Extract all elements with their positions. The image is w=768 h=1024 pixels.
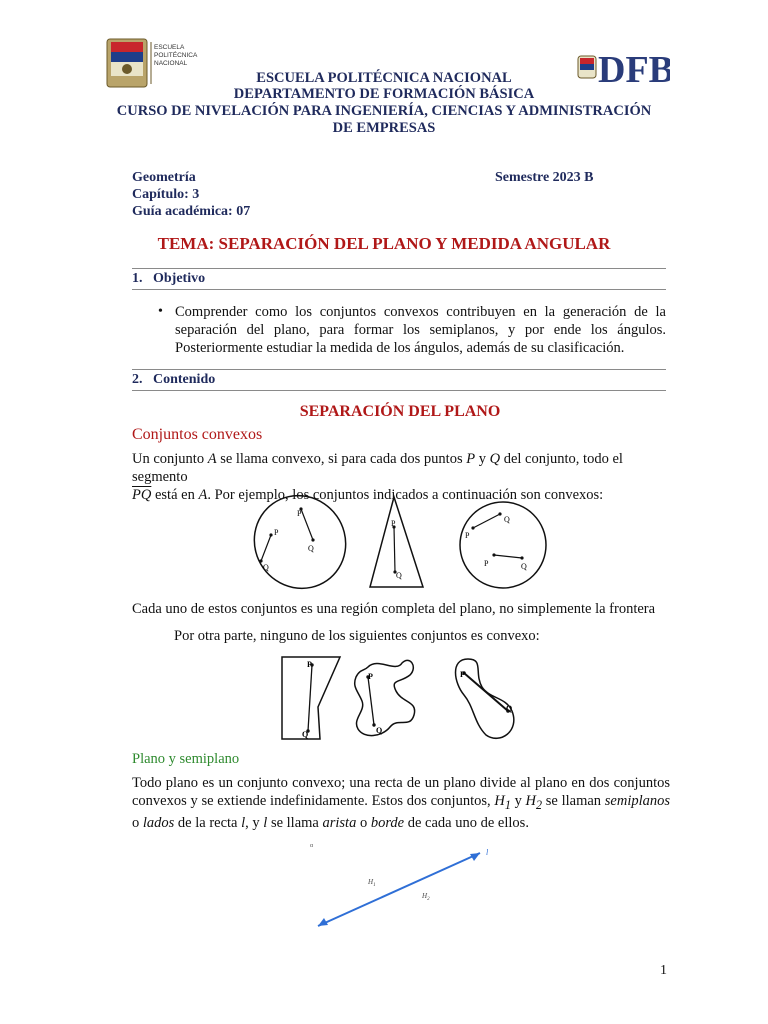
plane-var-l2: l [263,814,268,831]
def-var-Q: Q [489,451,501,467]
plane-text-3: de la recta [174,814,242,831]
section1-rule-bottom [132,289,666,290]
content-heading: SEPARACIÓN DEL PLANO [299,403,501,420]
subheading-plane: Plano y semiplano [132,751,240,767]
circle-label-Q1: Q [504,515,510,524]
plane-text-o2: o [356,814,371,831]
plane-var-l: l [241,814,246,831]
def-text-3: del conjunto, todo el segmento [132,451,623,485]
header-line4: DE EMPRESAS [332,120,436,136]
label-H1: $H_1$ [368,878,376,888]
section2-title: Contenido [153,372,216,387]
page-number: 1 [660,963,667,978]
def-text-2: se llama convexo, si para cada dos puntos [216,451,467,467]
def-text-5: . Por ejemplo, los conjuntos indicados a continuación son convexos: [207,487,604,503]
ellipse-label-P2: P [274,528,279,537]
epn-logo-line1: ESCUELA [154,44,185,51]
plane-term-lados: lados [142,814,175,831]
plane-var-H1: H [494,793,505,809]
subheading-convex: Conjuntos convexos [132,426,263,443]
circle-label-Q2: Q [521,562,527,571]
convex-ellipse [250,492,364,594]
dfb-letters: DFB [598,49,670,91]
header-line3: CURSO DE NIVELACIÓN PARA INGENIERÍA, CIENCIAS Y ADMINISTRACIÓN [116,103,652,119]
meta-subject: Geometría [132,170,196,185]
plane-text-o1: o [132,814,143,831]
plane-text-4: , y [245,814,264,831]
plane-text-2: se llaman [542,793,605,809]
objective-bullet-dot: • [158,304,163,319]
loop-label-Q: Q [506,704,513,713]
nonconvex-blob [355,660,415,735]
epn-logo-line3: NACIONAL [154,60,188,67]
ellipse-segment-2 [261,535,271,561]
section2-heading [132,372,215,388]
blob-label-P: P [368,672,373,681]
section1-title: Objetivo [153,271,206,286]
plane-text-and: y [510,793,526,809]
topic-title: TEMA: SEPARACIÓN DEL PLANO Y MEDIDA ANGULAR [157,234,611,253]
blob-label-Q: Q [376,726,383,735]
blob-segment [368,677,374,725]
polygon-label-Q: Q [302,730,309,739]
plane-text-5: se llama [267,814,323,831]
header-line1: ESCUELA POLITÉCNICA NACIONAL [256,70,512,86]
circle-segment-1 [473,514,500,528]
polygon-segment [308,665,312,731]
convex-circle [460,502,546,588]
ellipse-label-Q2: Q [263,563,269,572]
plane-text-1: Todo plano es un conjunto convexo; una recta de un plano divide al plano en dos conjuntos convexos y se extiende indefinidamente. Estos dos conjuntos, [132,775,670,809]
plane-term-arista: arista [322,814,357,831]
section1-number: 1. [132,271,143,286]
ellipse-segment-1 [301,509,313,540]
def-text-4: está en [151,487,199,503]
triangle-label-Q: Q [396,571,402,580]
plane-label-alpha: α [310,843,314,849]
convex-sets-figure [250,492,556,594]
def-var-A: A [207,451,217,467]
nonconvex-polygon [282,657,340,739]
circle-label-P1: P [465,531,470,540]
def-segment-PQ: $\overline{PQ}$ [132,487,152,503]
region-note: Cada uno de estos conjuntos es una región completa del plano, no simplemente la frontera [132,601,656,617]
circle-segment-2 [494,555,522,558]
label-H2: $H_2$ [422,892,430,902]
plane-paragraph [132,774,670,832]
section1-heading [132,271,205,287]
plane-var-H2-sub: 2 [536,797,543,812]
def-text-y: y [475,451,490,467]
polygon-label-P: P [307,660,312,669]
plane-line-figure [300,838,510,938]
def-var-P: P [466,451,476,467]
line-label-l: l [486,848,489,857]
plane-text-6: de cada uno de ellos. [404,814,529,831]
circle-label-P2: P [484,559,489,568]
non-convex-sets-figure [278,653,538,743]
section1-rule-top [132,268,666,269]
line-l [318,853,480,926]
meta-chapter: Capítulo: 3 [132,187,200,202]
objective-bullet-text: Comprender como los conjuntos convexos contribuyen en la generación de la separación del plano, para formar los semiplanos, y por ende los ángulos. Posteriormente estudiar la medida de los ángulos, además de su clasificación. [175,304,666,356]
loop-label-P: P [460,670,465,679]
ellipse-label-P1: P [297,509,302,518]
meta-guide: Guía académica: 07 [132,204,251,219]
triangle-label-P: P [391,519,396,528]
ellipse-label-Q1: Q [308,544,314,553]
def-text-1: Un conjunto [132,451,208,467]
plane-var-H1-sub: 1 [504,797,511,812]
non-convex-intro: Por otra parte, ninguno de los siguientes conjuntos es convexo: [174,628,540,644]
section2-rule-top [132,369,666,370]
plane-term-borde: borde [370,814,405,831]
section2-rule-bottom [132,390,666,391]
meta-semester: Semestre 2023 B [495,170,594,185]
triangle-segment [394,527,395,572]
plane-var-H2: H [525,793,537,809]
def-var-A2: A [198,487,208,503]
plane-term-semiplanos: semiplanos [604,793,671,809]
section2-number: 2. [132,372,143,387]
header-line2: DEPARTAMENTO DE FORMACIÓN BÁSICA [233,86,535,102]
epn-logo-line2: POLITÉCNICA [154,52,198,59]
